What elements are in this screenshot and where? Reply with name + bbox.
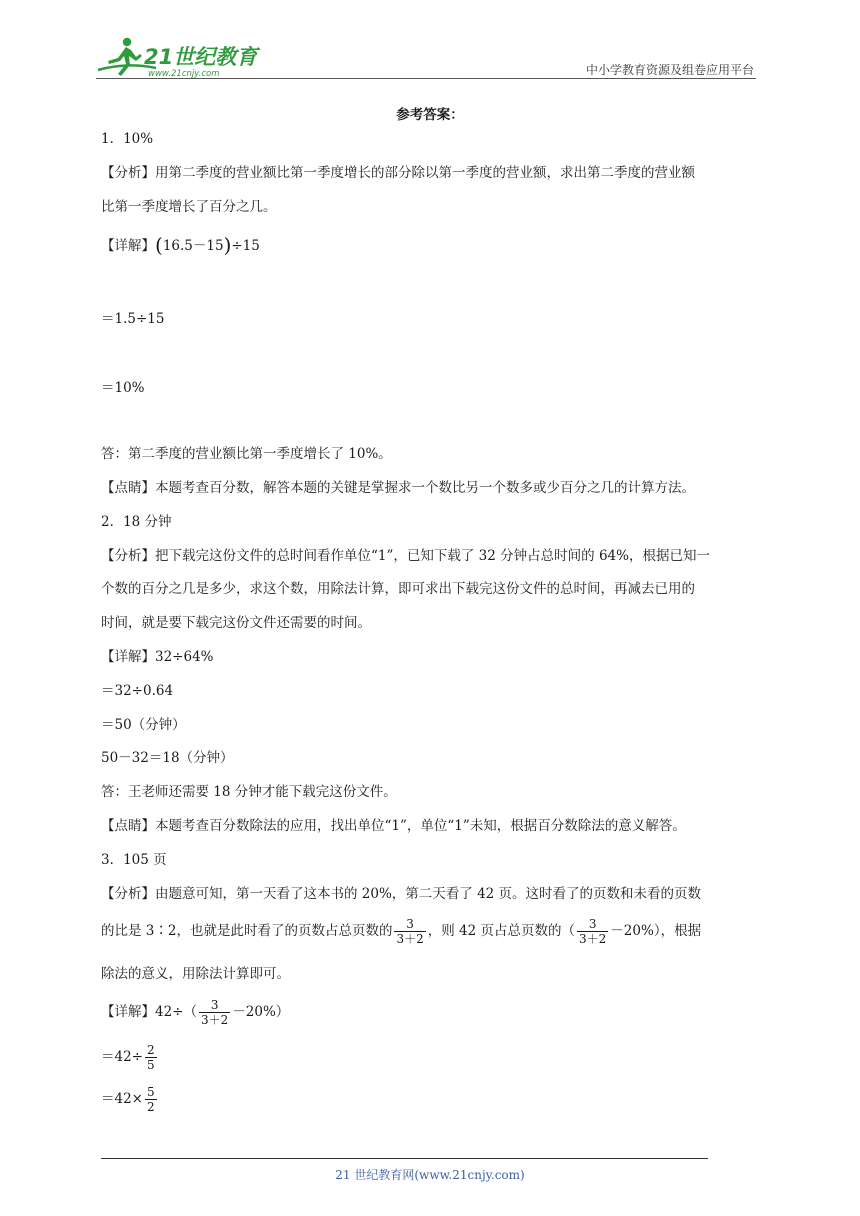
- q3-step-2-text: ＝42×: [101, 1091, 143, 1107]
- q2-step-2: ＝50（分钟）: [101, 717, 186, 733]
- logo-url-text: www.21cnjy.com: [148, 69, 220, 79]
- footer-divider: [101, 1158, 708, 1159]
- q2-step-1: ＝32÷0.64: [101, 683, 174, 699]
- open-paren: (: [155, 233, 163, 257]
- logo: [96, 34, 266, 80]
- q1-detail: [101, 235, 260, 256]
- footer-text: 21 世纪教育网(www.21cnjy.com): [335, 1168, 525, 1182]
- q1-step-2: ＝10%: [101, 380, 145, 396]
- fraction-numerator: 5: [147, 1085, 155, 1099]
- q3-analysis-text-a: 的比是 3∶2，也就是此时看了的页数占总页数的: [101, 923, 393, 939]
- header-platform-text: 中小学教育资源及组卷应用平台: [585, 63, 754, 77]
- q1-answer: 1．10%: [101, 131, 154, 147]
- q1-step-1: ＝1.5÷15: [101, 311, 165, 327]
- q1-analysis-line-2: 比第一季度增长了百分之几。: [101, 199, 277, 215]
- q1-analysis-line-1: 【分析】用第二季度的营业额比第一季度增长的部分除以第一季度的营业额，求出第二季度的营业额: [101, 165, 695, 181]
- q3-analysis-text-c: －20%），根据: [610, 923, 702, 939]
- q2-analysis-line-3: 时间，就是要下载完这份文件还需要的时间。: [101, 615, 371, 631]
- q2-analysis-line-1: 【分析】把下载完这份文件的总时间看作单位“1”，已知下载了 32 分钟占总时间的 64%，根据已知一: [101, 548, 710, 564]
- fraction-denominator: 3＋2: [579, 932, 607, 946]
- q3-detail-text-a: 【详解】42÷（: [101, 1004, 197, 1020]
- q3-answer: 3．105 页: [101, 852, 167, 868]
- q2-step-3: 50－32＝18（分钟）: [101, 750, 234, 766]
- fraction-numerator: 3: [199, 998, 230, 1013]
- fraction-numerator: 3: [577, 917, 608, 932]
- q2-analysis-line-2: 个数的百分之几是多少，求这个数，用除法计算，即可求出下载完这份文件的总时间，再减去已用的: [101, 581, 695, 597]
- close-paren: ): [223, 233, 232, 257]
- q1-conclusion: 答：第二季度的营业额比第一季度增长了 10%。: [101, 446, 392, 462]
- q2-detail: 【详解】32÷64%: [101, 649, 214, 665]
- fraction-denominator: 5: [147, 1058, 155, 1072]
- fraction: [394, 917, 425, 946]
- page-title: 参考答案：: [396, 107, 464, 123]
- q3-analysis-line-1: 【分析】由题意可知，第一天看了这本书的 20%，第二天看了 42 页。这时看了的页数和未看的页数: [101, 886, 702, 902]
- q3-analysis-line-3: 除法的意义，用除法计算即可。: [101, 966, 290, 982]
- fraction: [577, 917, 608, 946]
- q3-step-2: [101, 1082, 159, 1116]
- q3-analysis-line-2: [101, 914, 701, 948]
- q3-step-1: [101, 1040, 159, 1074]
- q1-comment: 【点睛】本题考查百分数，解答本题的关键是掌握求一个数比另一个数多或少百分之几的计算方法。: [101, 480, 695, 496]
- q3-detail-text-b: －20%）: [232, 1004, 290, 1020]
- q1-detail-expr-inner: 16.5－15: [162, 238, 224, 254]
- fraction: [145, 1085, 157, 1114]
- q3-detail: [101, 995, 289, 1029]
- q2-comment: 【点睛】本题考查百分数除法的应用，找出单位“1”，单位“1”未知，根据百分数除法的意义解答。: [101, 818, 686, 834]
- q3-step-1-text: ＝42÷: [101, 1049, 143, 1065]
- q1-detail-label: 【详解】: [101, 238, 155, 254]
- q2-conclusion: 答：王老师还需要 18 分钟才能下载完这份文件。: [101, 784, 397, 800]
- header-divider: [96, 78, 756, 79]
- fraction-numerator: 2: [147, 1043, 155, 1057]
- fraction-denominator: 2: [147, 1100, 155, 1114]
- q3-analysis-text-b: ，则 42 页占总页数的（: [427, 923, 576, 939]
- logo-text: 21世纪教育: [144, 45, 258, 69]
- q1-detail-expr-tail: ÷15: [231, 238, 260, 254]
- fraction: [145, 1043, 157, 1072]
- q2-answer: 2．18 分钟: [101, 514, 172, 530]
- fraction-numerator: 3: [394, 917, 425, 932]
- fraction-denominator: 3＋2: [396, 932, 424, 946]
- fraction-denominator: 3＋2: [201, 1013, 229, 1027]
- fraction: [199, 998, 230, 1027]
